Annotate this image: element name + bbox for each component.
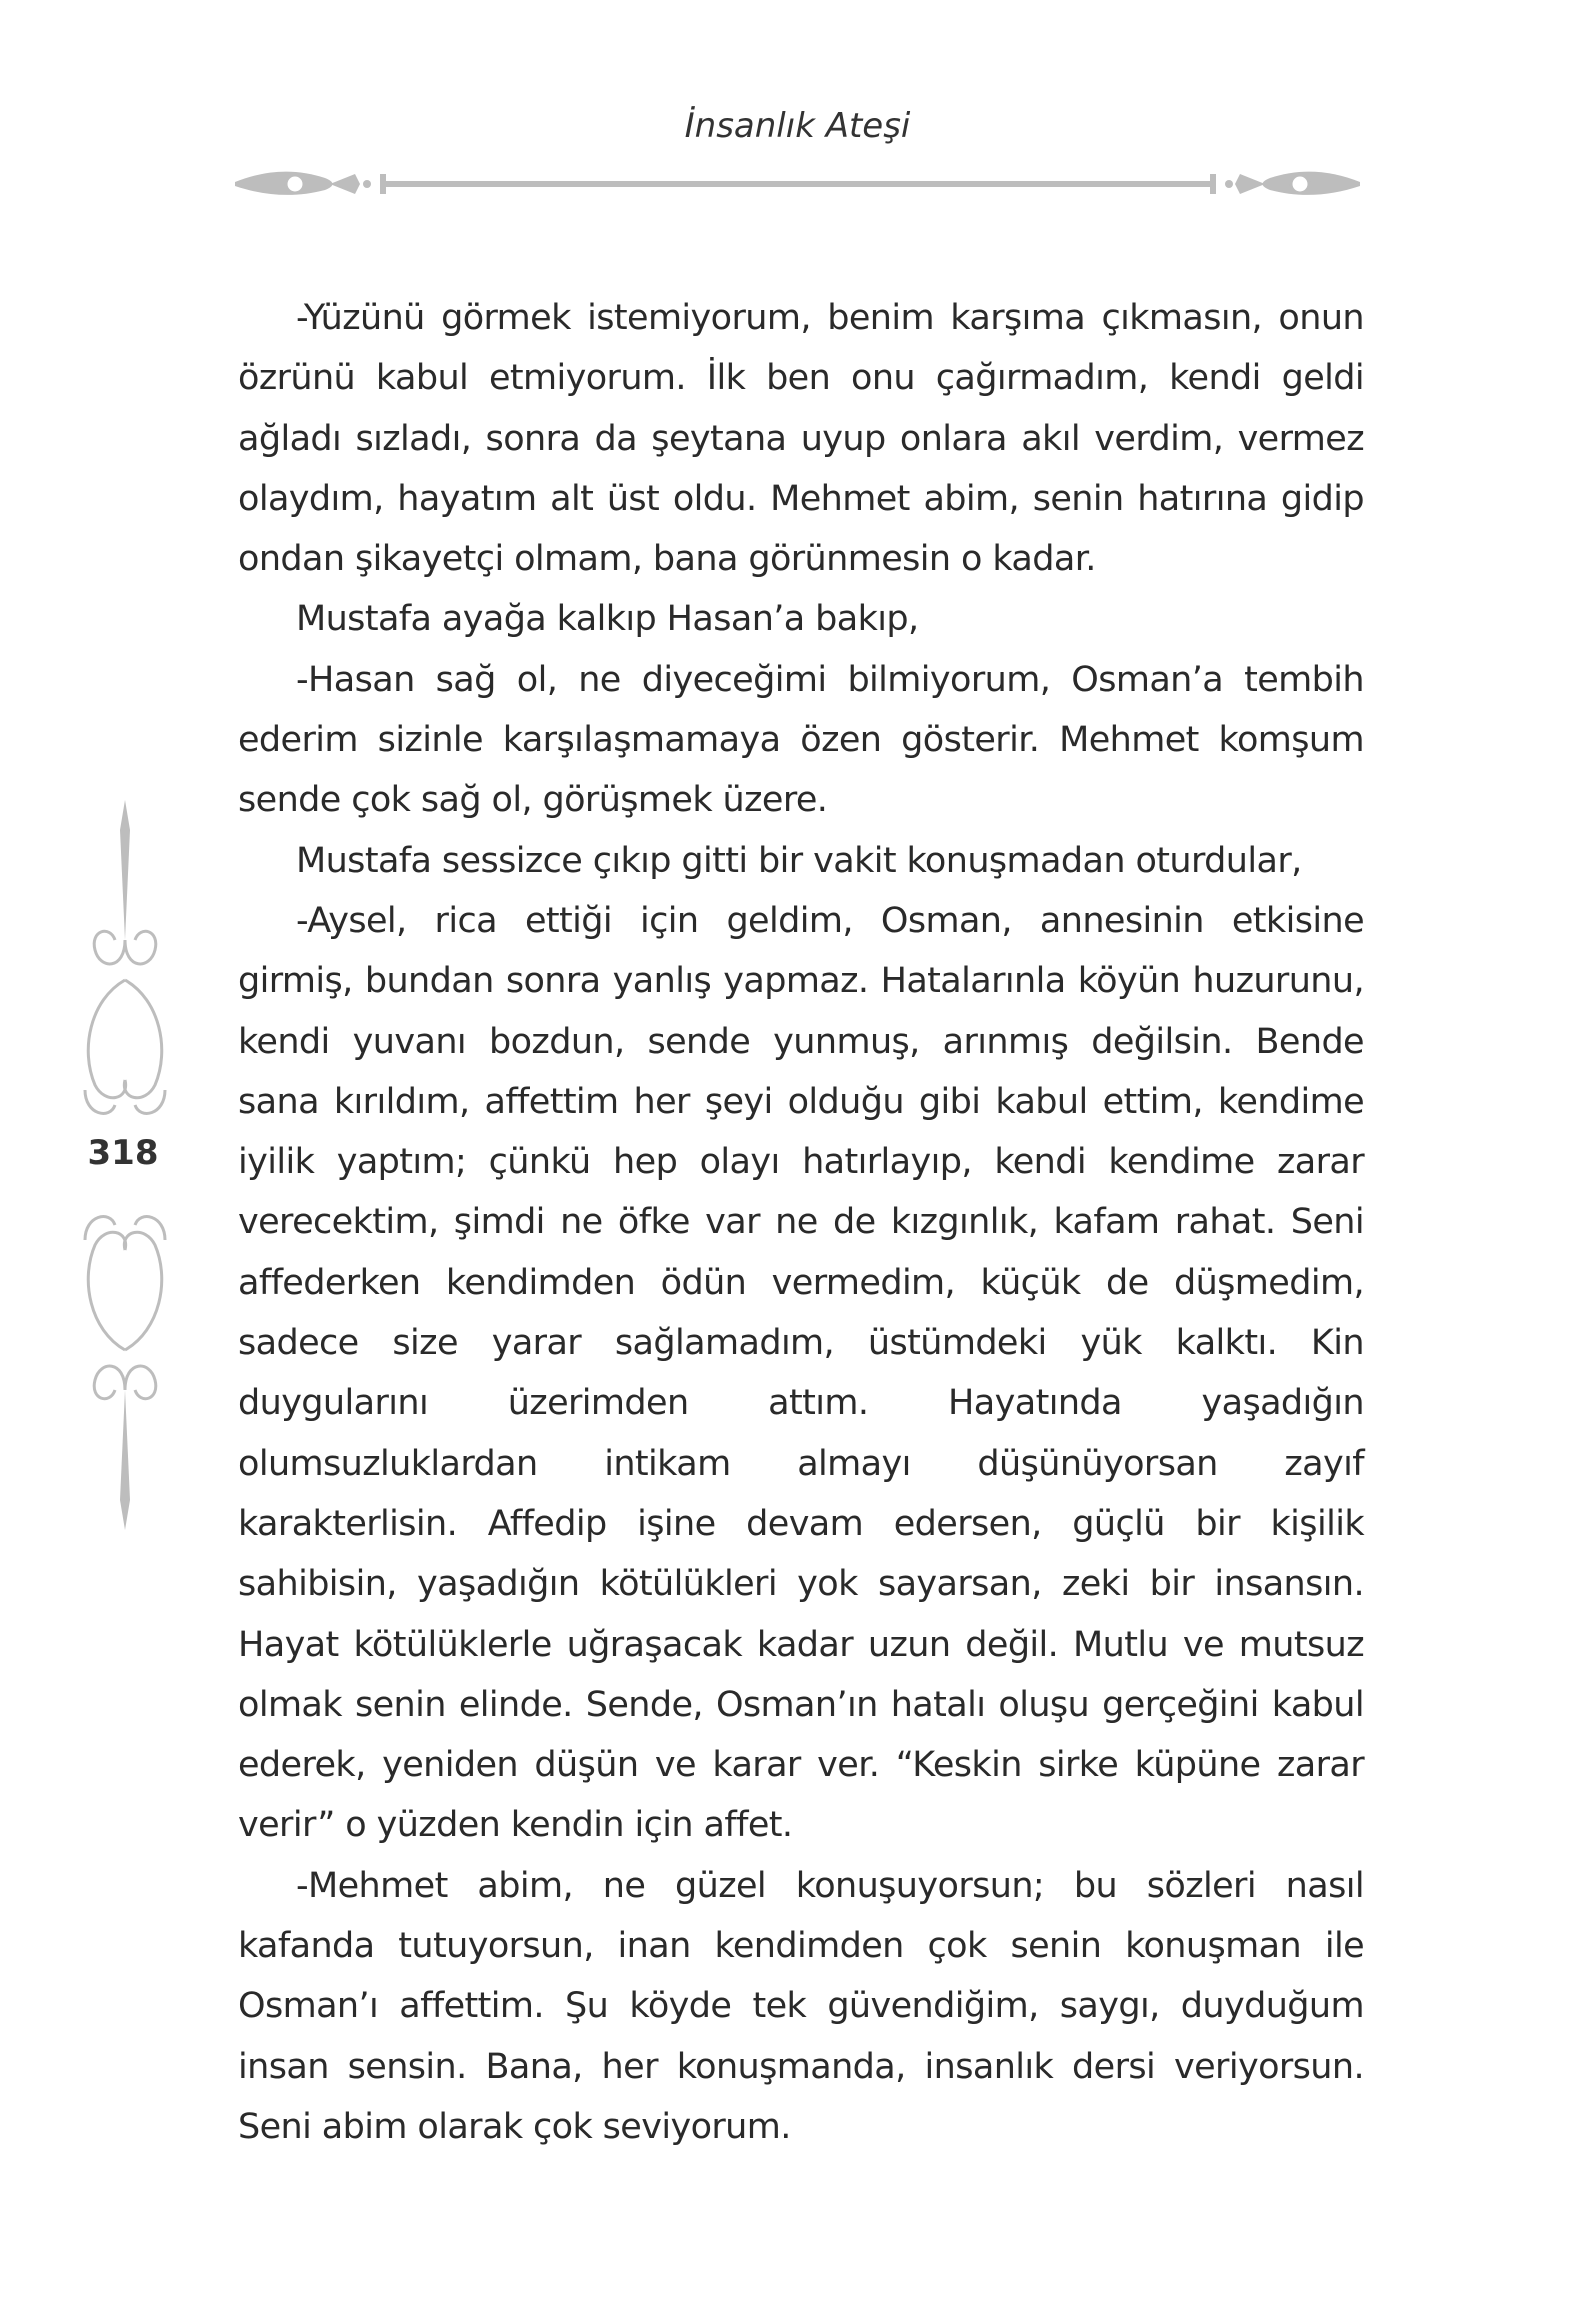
paragraph: -Yüzünü görmek istemiyorum, benim karşıma çıkmasın, onun özrünü kabul etmiyorum. İlk ben onu çağırmadım, kendi geldi ağladı sızladı, sonra da şeytana uyup onlara akıl verdim, vermez olaydım, hayatım alt üst oldu. Mehmet abim, senin hatırına gidip ondan şikayetçi olmam, bana görünmesin o kadar. <box>238 298 1364 580</box>
body-text <box>238 288 1364 2157</box>
paragraph: -Aysel, rica ettiği için geldim, Osman, annesinin etkisine girmiş, bundan sonra yanlış yapmaz. Hatalarınla köyün huzurunu, kendi yuvanı bozdun, sende yunmuş, arınmış değilsin. Bende sana kırıldım, affettim her şeyi olduğu gibi kabul ettim, kendime iyilik yaptım; çünkü hep olayı hatırlayıp, kendi kendime zarar verecektim, şimdi ne öfke var ne de kızgınlık, kafam rahat. Seni affederken kendimden ödün vermedim, küçük de düşmedim, sadece size yarar sağlamadım, üstümdeki yük kalktı. Kin duygularını üzerimden attım. Hayatında yaşadığın olumsuzluklardan intikam almayı düşünüyorsan zayıf karakterlisin. Affedip işine devam edersen, güçlü bir kişilik sahibisin, yaşadığın kötülükleri yok sayarsan, zeki bir insansın. Hayat kötülüklerle uğraşacak kadar uzun değil. Mutlu ve mutsuz olmak senin elinde. Sende, Osman’ın hatalı oluşu gerçeğini kabul ederek, yeniden düşün ve karar ver. “Keskin sirke küpüne zarar verir” o yüzden kendin için affet. <box>238 900 1364 1846</box>
running-head-title: İnsanlık Ateşi <box>684 106 911 146</box>
paragraph: -Mehmet abim, ne güzel konuşuyorsun; bu sözleri nasıl kafanda tutuyorsun, inan kendimden çok senin konuşman ile Osman’ı affettim. Şu köyde tek güvendiğim, saygı, duyduğum insan sensin. Bana, her konuşmanda, insanlık dersi veriyorsun. Seni abim olarak çok seviyorum. <box>238 1865 1364 2147</box>
margin-scroll-ornament-bottom <box>70 1200 180 1530</box>
header-divider-ornament <box>235 160 1360 210</box>
paragraph: -Hasan sağ ol, ne diyeceğimi bilmiyorum, Osman’a tembih ederim sizinle karşılaşmamaya özen gösterir. Mehmet komşum sende çok sağ ol, görüşmek üzere. <box>238 659 1364 821</box>
margin-scroll-ornament-top <box>70 800 180 1130</box>
paragraph: Mustafa ayağa kalkıp Hasan’a bakıp, <box>296 599 919 640</box>
paragraph: Mustafa sessizce çıkıp gitti bir vakit konuşmadan oturdular, <box>296 840 1302 881</box>
page-number: 318 <box>87 1133 159 1173</box>
